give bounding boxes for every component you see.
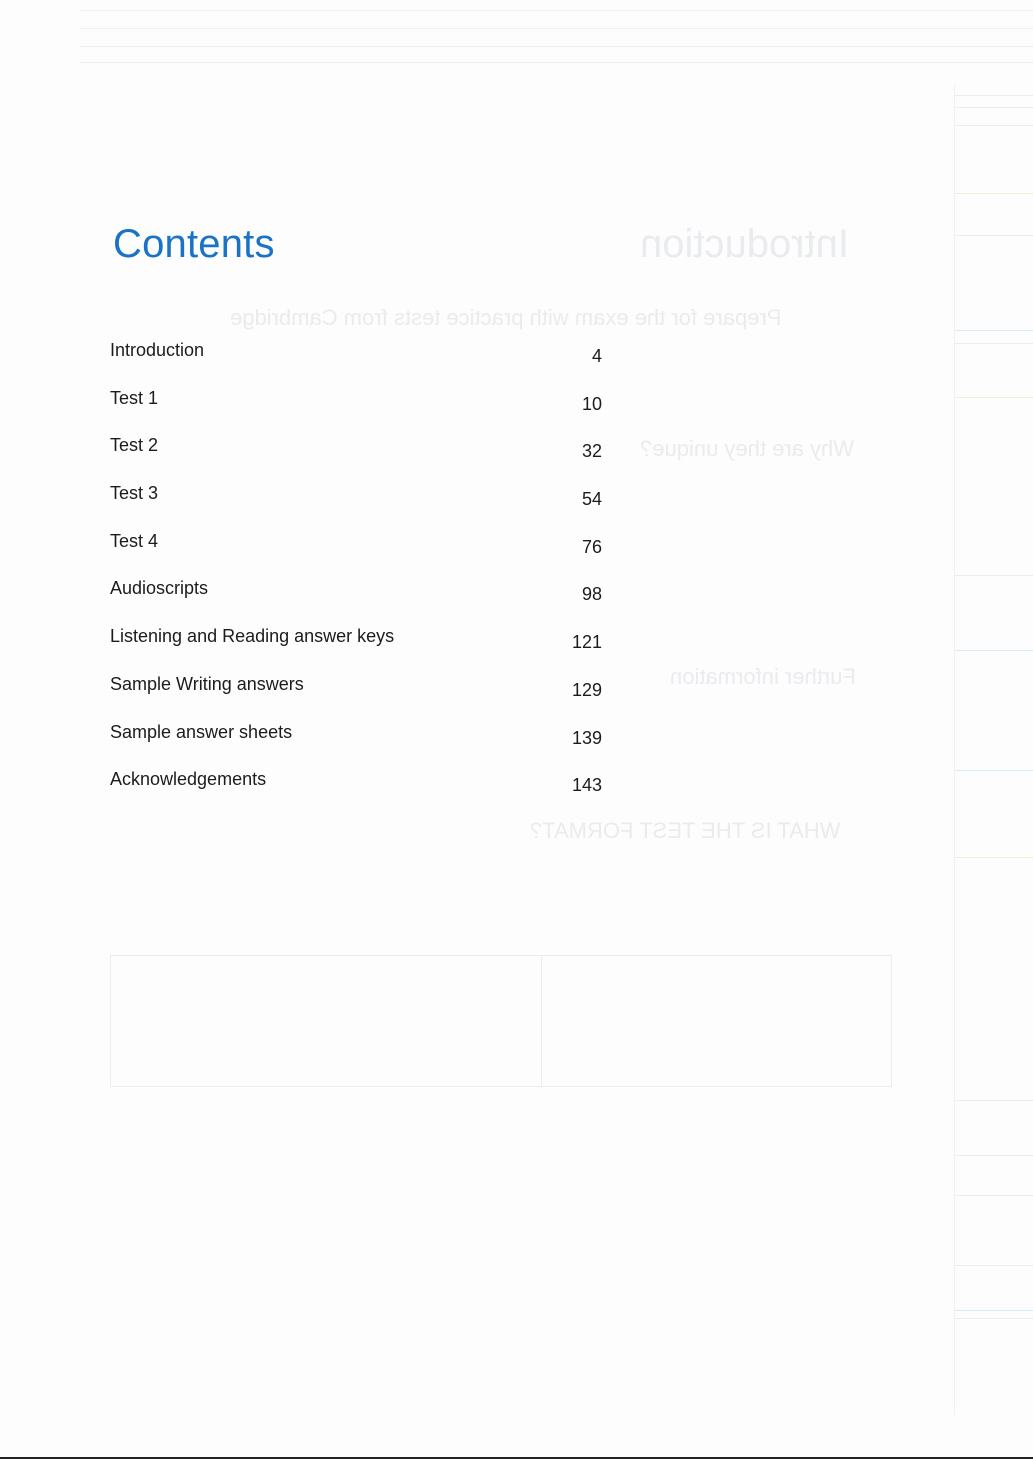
toc-entry-label: Test 1 [110,387,159,408]
toc-entry-audioscripts[interactable] [110,574,610,622]
toc-entry-page: 121 [571,632,602,653]
toc-entry-test-2[interactable] [110,431,610,479]
page-edge [954,85,1033,1415]
toc-entry-label: Audioscripts [110,578,209,599]
toc-entry-answer-sheets[interactable] [110,718,610,766]
toc-entry-label: Sample Writing answers [110,673,304,694]
toc-entry-test-3[interactable] [110,479,610,527]
toc-entry-introduction[interactable] [110,336,610,384]
toc-entry-page: 143 [571,775,602,796]
toc-entry-label: Listening and Reading answer keys [110,626,395,647]
show-through-heading: Further information [670,664,856,689]
toc-entry-label: Test 2 [110,435,159,456]
toc-entry-label: Acknowledgements [110,769,267,790]
toc-entry-page: 54 [581,489,602,510]
toc-entry-label: Test 4 [110,530,159,551]
toc-entry-page: 4 [591,346,602,366]
toc-entry-label: Sample answer sheets [110,721,293,742]
toc-entry-test-4[interactable] [110,527,610,575]
toc-entry-page: 76 [581,536,602,557]
toc-entry-page: 10 [581,393,602,414]
show-through-title: Introduction [640,222,850,266]
toc-entry-label: Test 3 [110,483,159,504]
toc-entry-label: Introduction [110,340,205,360]
toc-entry-acknowledgements[interactable] [110,765,610,813]
toc-entry-page: 98 [581,584,602,605]
page-title: Contents [113,222,275,266]
scan-lines [80,10,1033,70]
show-through-heading: WHAT IS THE TEST FORMAT? [530,818,841,843]
toc-entry-test-1[interactable] [110,384,610,432]
toc-entry-answer-keys[interactable] [110,622,610,670]
toc-entry-page: 129 [571,679,602,700]
show-through-heading: Why are they unique? [640,436,855,461]
toc-entry-sample-writing[interactable] [110,670,610,718]
show-through-table [110,955,892,1087]
toc-entry-page: 32 [581,441,602,462]
show-through-heading: Prepare for the exam with practice tests from Cambridge [230,305,782,330]
table-of-contents [110,336,610,813]
toc-entry-page: 139 [571,727,602,748]
